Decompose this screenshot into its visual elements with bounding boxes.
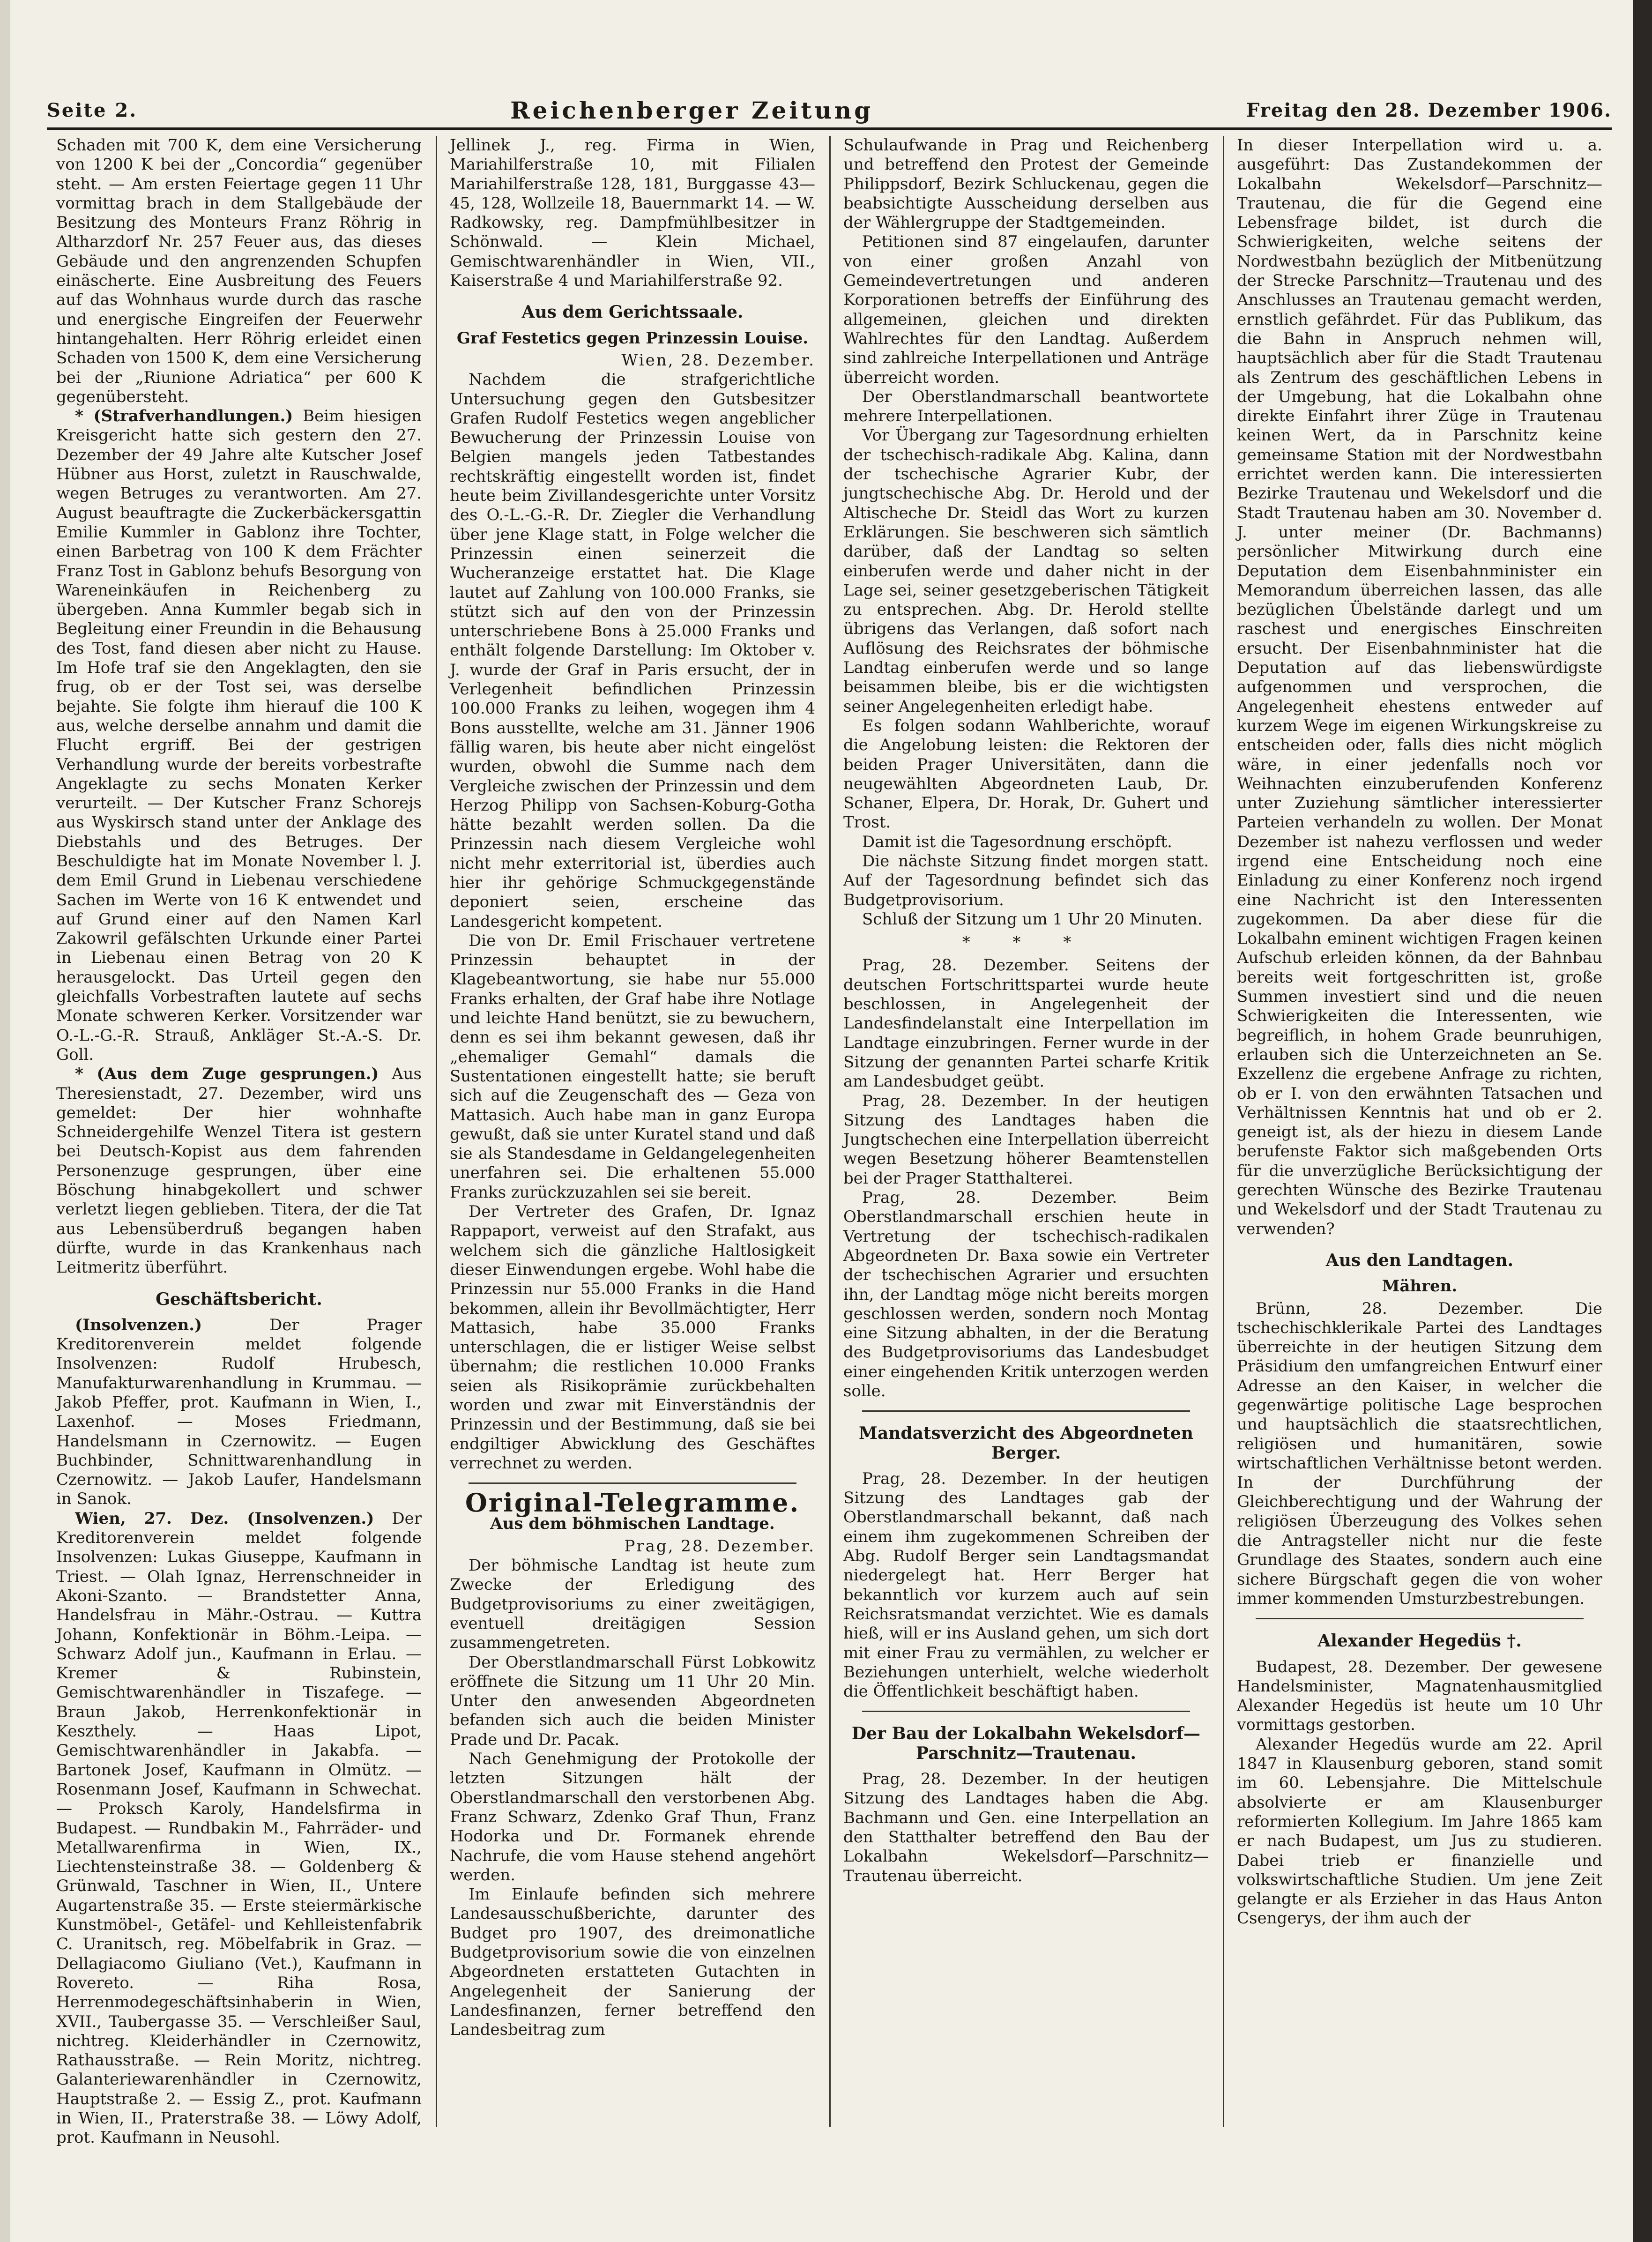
article-text: Es folgen sodann Wahlberichte, worauf die Angelobung leisten: die Rektoren der beiden Prager Universitäten, dann die neugewählten Abgeordneten Laub, Dr. Schaner, Elpera, Dr. Horak, Dr. Guhert und Trost. bbox=[843, 716, 1209, 832]
article-text: Prag, 28. Dezember. Seitens der deutschen Fortschrittspartei wurde heute beschlossen, in Angelegenheit der Landesfindelanstalt eine Interpellation im Landtage einzubringen. Ferner wurde in der Sitzung der genannten Partei scharfe Kritik am Landesbudget geübt. bbox=[843, 956, 1209, 1091]
section-heading: Aus dem Gerichtssaale. bbox=[521, 302, 744, 322]
article-text: Petitionen sind 87 eingelaufen, darunter von einer großen Anzahl von Gemeindevertretungen und anderen Korporationen betreffs der Einführung des allgemeinen, gleichen und direkten Wahlrechtes für den Landtag. Außerdem sind zahlreiche Interpellationen und Anträge überreicht worden. bbox=[843, 232, 1209, 387]
divider bbox=[862, 1410, 1190, 1412]
article-text: Der Oberstlandmarschall beantwortete mehrere Interpellationen. bbox=[843, 387, 1209, 426]
article-text: Im Einlaufe befinden sich mehrere Landesausschußberichte, darunter des Budget pro 1907, des dreimonatliche Budgetprovisorium sowie die von einzelnen Abgeordneten erstatteten Gutachten in Angelegenheit der Sanierung der Landesfinanzen, ferner betreffend den Landesbeitrag zum bbox=[450, 1885, 815, 2040]
divider bbox=[1256, 1618, 1584, 1619]
section-heading: Geschäftsbericht. bbox=[156, 1289, 322, 1309]
masthead-rule bbox=[47, 127, 1612, 130]
article-text: Damit ist die Tagesordnung erschöpft. bbox=[862, 832, 1172, 851]
article-zug: * (Aus dem Zuge gesprungen.) Aus Theresienstadt, 27. Dezember, wird uns gemeldet: Der hier wohnhafte Schneidergehilfe Wenzel Titera ist gestern bei Deutsch-Kopist aus dem fahrenden Personenzuge gesprungen, über eine Böschung hinabgekollert und schwer verletzt liegen geblieben. Titera, der die Tat aus Lebensüberdruß begangen haben dürfte, wurde in das Krankenhaus nach Leitmeritz überführt. bbox=[56, 1065, 422, 1277]
article-text: Schaden mit 700 K, dem eine Versicherung von 1200 K bei der „Concordia“ gegenüber steht. — Am ersten Feiertage gegen 11 Uhr vormittag brach in dem Stallgebäude der Besitzung des Monteurs Franz Röhrig in Altharzdorf Nr. 257 Feuer aus, das dieses Gebäude und den angrenzenden Schupfen einäscherte. Eine Ausbreitung des Feuers auf das Wohnhaus wurde durch das rasche und energische Eingreifen der Feuerwehr hintangehalten. Herr Röhrig erleidet einen Schaden von 1500 K, dem eine Versicherung bei der „Riunione Adriatica“ per 600 K gegenübersteht. bbox=[56, 136, 422, 406]
separator-stars: * * * bbox=[962, 933, 1090, 952]
divider bbox=[469, 1482, 796, 1484]
article-text: Schulaufwande in Prag und Reichenberg und betreffend den Protest der Gemeinde Philippsdorf, Bezirk Schluckenau, gegen die beabsichtigte Ausscheidung derselben aus der Wählergruppe der Stadtgemeinden. bbox=[843, 136, 1209, 232]
page-number: Seite 2. bbox=[47, 99, 138, 121]
article-strafverhandlungen: * (Strafverhandlungen.) Beim hiesigen Kreisgericht hatte sich gestern den 27. Dezember der 49 Jahre alte Kutscher Josef Hübner aus Horst, zuletzt in Rauschwalde, wegen Betruges zu verantworten. Am 27. August beauftragte die Zuckerbäckersgattin Emilie Kummler in Gablonz ihre Tochter, einen Barbetrag von 100 K dem Frächter Franz Tost in Gablonz behufs Besorgung von Wareneinkäufen in Reichenberg zu übergeben. Anna Kummler begab sich in Begleitung einer Freundin in die Behausung des Tost, fand diesen aber nicht zu Hause. Im Hofe traf sie den Angeklagten, den sie frug, ob er der Tost sei, was derselbe bejahte. Sie folgte ihm hierauf die 100 K aus, welche derselbe annahm und damit die Flucht ergriff. Bei der gestrigen Verhandlung wurde der bereits vorbestrafte Angeklagte zu sechs Monaten Kerker verurteilt. — Der Kutscher Franz Schorejs aus Wyskirsch stand unter der Anklage des Diebstahls und des Betruges. Der Beschuldigte hat im Monate November l. J. dem Emil Grund in Liebenau verschiedene Sachen im Werte von 16 K entwendet und auf Grund einer auf den Namen Karl Zakowril gefälschten Urkunde einer Partei in Liebenau einen Betrag von 20 K herausgelockt. Das Urteil gegen den gleichfalls Vorbestraften lautete auf sechs Monate schweren Kerker. Vorsitzender war O.-L.-G.-R. Strauß, Ankläger St.-A.-S. Dr. Goll. bbox=[56, 407, 422, 1064]
article-text: Prag, 28. Dezember. In der heutigen Sitzung des Landtages haben die Abg. Bachmann und Gen. eine Interpellation an den Statthalter betreffend den Bau der Lokalbahn Wekelsdorf—Parschnitz—Trautenau überreicht. bbox=[843, 1770, 1209, 1885]
section-heading-telegramme: Original-Telegramme. bbox=[465, 1488, 800, 1518]
section-heading: Aus den Landtagen. bbox=[1325, 1250, 1514, 1270]
column-4 bbox=[1237, 136, 1602, 1929]
article-text: Vor Übergang zur Tagesordnung erhielten der tschechisch-radikale Abg. Kalina, dann der tschechische Agrarier Kubr, der jungtschechische Abg. Dr. Herold und der Altischeche Dr. Steidl das Wort zu kurzen Erklärungen. Sie beschweren sich sämtlich darüber, daß der Landtag so selten einberufen werde und daher nicht in der Lage sei, seiner gesetzgeberischen Tätigkeit zu entsprechen. Abg. Dr. Herold stellte übrigens das Verlangen, daß sofort nach Auflösung des Reichsrates der böhmische Landtag einberufen werde und so lange beisammen bleibe, bis er die wichtigsten seiner Angelegenheiten erledigt habe. bbox=[843, 426, 1209, 716]
column-2 bbox=[450, 136, 815, 2040]
article-text: Prag, 28. Dezember. In der heutigen Sitzung des Landtages gab der Oberstlandmarschall bekannt, daß nach einem ihm zugekommenen Schreiben der Abg. Rudolf Berger sein Landtagsmandat niedergelegt hat. Herr Berger hat bekanntlich vor kurzem auch auf sein Reichsratsmandat verzichtet. Wie es damals hieß, will er ins Ausland gehen, um sich dort mit einer Frau zu vermählen, zu welcher er Beziehungen unterhielt, welche wiederholt die Öffentlichkeit beschäftigt haben. bbox=[843, 1469, 1209, 1701]
dateline: Wien, 28. Dezember. bbox=[621, 350, 815, 370]
article-text: Brünn, 28. Dezember. Die tschechischklerikale Partei des Landtages überreichte in der heutigen Sitzung dem Präsidium den umfangreichen Entwurf einer Adresse an den Kaiser, in welcher die gegenwärtige politische Lage besprochen und hauptsächlich die staatsrechtlichen, religiösen und humanitären, sowie wirtschaftlichen Verhältnisse betont werden. In der Durchführung der Gleichberechtigung und der Wahrung der religiösen Überzeugung des Volkes sehen die Antragsteller nicht nur die feste Grundlage des Staates, sondern auch eine sichere Bürgschaft gegen die von woher immer kommenden Umsturzbestrebungen. bbox=[1237, 1299, 1602, 1608]
article-text: Alexander Hegedüs wurde am 22. April 1847 in Klausenburg geboren, stand somit im 60. Lebensjahre. Die Mittelschule absolvierte er am Klausenburger reformierten Kollegium. Im Jahre 1865 kam er nach Budapest, um Jus zu studieren. Dabei trieb er finanzielle und volkswirtschaftliche Studien. Um jene Zeit gelangte er als Erzieher in das Haus Anton Csengerys, der ihm auch der bbox=[1237, 1735, 1602, 1928]
article-insolvenzen-wien: Wien, 27. Dez. (Insolvenzen.) Der Kreditorenverein meldet folgende Insolvenzen: Lukas Giuseppe, Kaufmann in Triest. — Olah Ignaz, Herrenschneider in Akoni-Szanto. — Brandstetter Anna, Handelsfrau in Mähr.-Ostrau. — Kuttra Johann, Konfektionär in Böhm.-Leipa. — Schwarz Adolf jun., Kaufmann in Erlau. — Kremer & Rubinstein, Gemischtwarenhändler in Tiszafege. — Braun Jakob, Herrenkonfektionär in Keszthely. — Haas Lipot, Gemischtwarenhändler in Jakabfa. — Bartonek Josef, Kaufmann in Olmütz. — Rosenmann Josef, Kaufmann in Schwechat. — Proksch Karoly, Handelsfirma in Budapest. — Rundbakin M., Fahrräder- und Metallwarenfirma in Wien, IX., Liechtensteinstraße 38. — Goldenberg & Grünwald, Taschner in Wien, II., Untere Augartenstraße 35. — Erste steiermärkische Kunstmöbel-, Getäfel- und Kehlleistenfabrik C. Uranitsch, reg. Möbelfabrik in Graz. — Dellagiacomo Giuliano (Vet.), Kaufmann in Rovereto. — Riha Rosa, Herrenmodegeschäftsinhaberin in Wien, XVII., Taubergasse 35. — Verschleißer Saul, nichtreg. Kleiderhändler in Czernowitz, Rathausstraße. — Rein Moritz, nichtreg. Galanteriewarenhändler in Czernowitz, Hauptstraße 2. — Essig Z., prot. Kaufmann in Wien, II., Praterstraße 38. — Löwy Adolf, prot. Kaufmann in Neusohl. bbox=[56, 1509, 422, 2147]
divider bbox=[862, 1711, 1190, 1712]
column-divider bbox=[829, 136, 831, 2127]
article-text: Schluß der Sitzung um 1 Uhr 20 Minuten. bbox=[862, 909, 1203, 929]
article-insolvenzen: (Insolvenzen.) Der Prager Kreditorenverein meldet folgende Insolvenzen: Rudolf Hrubesch, Manufakturwarenhandlung in Krummau. — Jakob Pfeffer, prot. Kaufmann in Wien, I., Laxenhof. — Moses Friedmann, Handelsmann in Czernowitz. — Eugen Buchbinder, Schnittwarenhandlung in Czernowitz. — Jakob Laufer, Handelsmann in Sanok. bbox=[56, 1315, 422, 1509]
article-subheading: Mähren. bbox=[1382, 1277, 1458, 1296]
masthead bbox=[47, 96, 1612, 124]
dateline: Prag, 28. Dezember. bbox=[624, 1536, 815, 1556]
newspaper-title: Reichenberger Zeitung bbox=[510, 96, 874, 124]
article-text: In dieser Interpellation wird u. a. ausgeführt: Das Zustandekommen der Lokalbahn Wekelsdorf—Parschnitz—Trautenau, die für die Gegend eine Lebensfrage bildet, ist durch die Schwierigkeiten, welche seitens der Nordwestbahn bezüglich der Mitbenützung der Strecke Parschnitz—Trautenau und des Anschlusses an Trautenau gemacht werden, ernstlich gefährdet. Für das Publikum, das die Bahn in Anspruch nehmen will, hauptsächlich aber für die Stadt Trautenau als Zentrum des geschäftlichen Lebens in der Umgebung, hat die Lokalbahn ohne direkte Einfahrt ihrer Züge in Trautenau keinen Wert, da in Parschnitz keine gemeinsame Station mit der Nordwestbahn errichtet werden kann. Die interessierten Bezirke Trautenau und Wekelsdorf und die Stadt Trautenau haben am 30. November d. J. unter meiner (Dr. Bachmanns) persönlicher Mitwirkung durch eine Deputation dem Eisenbahnminister ein Memorandum überreichen lassen, das alle bezüglichen Übelstände darlegt und um raschest und energisches Einschreiten ersucht. Der Eisenbahnminister hat die Deputation auf das liebenswürdigste aufgenommen und versprochen, die Angelegenheit ehestens entweder auf kurzem Wege im eigenen Wirkungskreise zu entscheiden oder, falls dies nicht möglich wäre, in einer jedenfalls noch vor Weihnachten einzuberufenden Konferenz unter Zuziehung sämtlicher interessierter Parteien verhandeln zu wollen. Der Monat Dezember ist nahezu verflossen und weder irgend eine Entscheidung noch eine Einladung zu einer Konferenz noch irgend eine Nachricht ist den Interessenten zugekommen. Da aber diese für die Lokalbahn eminent wichtigen Fragen keinen Aufschub erleiden können, da der Bahnbau bereits weit fortgeschritten ist, große Summen investiert sind und die neuen Schwierigkeiten die Interessenten, wie begreiflich, in hohem Grade beunruhigen, erlauben sich die Unterzeichneten an Se. Exzellenz die ergebene Anfrage zu richten, ob er I. von den erwähnten Tatsachen und Verhältnissen Kenntnis hat und ob er 2. geneigt ist, als der hiezu in diesem Lande berufenste Faktor sich maßgebenden Orts für die unverzügliche Berücksichtigung der gerechten Wünsche des Bezirke Trautenau und Wekelsdorf und der Stadt Trautenau zu verwenden? bbox=[1237, 136, 1602, 1238]
column-divider bbox=[436, 136, 437, 2127]
article-text: Der Oberstlandmarschall Fürst Lobkowitz eröffnete die Sitzung um 11 Uhr 20 Min. Unter den anwesenden Abgeordneten befanden sich auch die beiden Minister Prade und Dr. Pacak. bbox=[450, 1653, 815, 1749]
article-text: Der böhmische Landtag ist heute zum Zwecke der Erledigung des Budgetprovisoriums zu einer zweitägigen, eventuell dreitägigen Session zusammengetreten. bbox=[450, 1556, 815, 1653]
article-text: Die von Dr. Emil Frischauer vertretene Prinzessin behauptet in der Klagebeantwortung, sie habe nur 55.000 Franks erhalten, der Graf habe ihre Notlage und leichte Hand benützt, sie zu bewuchern, denn es sei ihm bekannt gewesen, daß ihr „ehemaliger Gemahl“ damals die Sustentationen eingestellt hatte; sie beruft sich auf die Zeugenschaft des — Geza von Mattasich. Auch habe man in ganz Europa gewußt, daß sie unter Kuratel stand und daß sie als Standesdame in Geldangelegenheiten unerfahren sei. Die erhaltenen 55.000 Franks zurückzuzahlen sei sie bereit. bbox=[450, 931, 815, 1202]
article-text: Der Vertreter des Grafen, Dr. Ignaz Rappaport, verweist auf den Strafakt, aus welchem sich die gänzliche Haltlosigkeit dieser Einwendungen ergebe. Wohl habe die Prinzessin nur 55.000 Franks in die Hand bekommen, allein ihr Bevollmächtigter, Herr Mattasich, habe 35.000 Franks unterschlagen, die er listiger Weise selbst übernahm; die restlichen 10.000 Franks seien als Risikoprämie zurückbehalten worden und zwar mit Einverständnis der Prinzessin und der Bestimmung, daß sie bei endgiltiger Abwicklung des Geschäftes verrechnet zu werden. bbox=[450, 1202, 815, 1473]
article-text: Nach Genehmigung der Protokolle der letzten Sitzungen hält der Oberstlandmarschall den verstorbenen Abg. Franz Schwarz, Zdenko Graf Thun, Franz Hodorka und Dr. Formanek ehrende Nachrufe, die vom Hause stehend angehört werden. bbox=[450, 1750, 815, 1884]
issue-date: Freitag den 28. Dezember 1906. bbox=[1246, 99, 1612, 121]
article-text: Nachdem die strafgerichtliche Untersuchung gegen den Gutsbesitzer Grafen Rudolf Festetics wegen angeblicher Bewucherung der Prinzessin Louise von Belgien mangels jeden Tatbestandes rechtskräftig eingestellt worden ist, findet heute beim Zivillandesgerichte unter Vorsitz des O.-L.-G.-R. Dr. Ziegler die Verhandlung über jene Klage statt, in Folge welcher die Prinzessin einen seinerzeit die Wucheranzeige erstattet hat. Die Klage lautet auf Zahlung von 100.000 Franks, sie stützt sich auf den von der Prinzessin unterschriebene Bons à 25.000 Franks und enthält folgende Darstellung: Im Oktober v. J. wurde der Graf in Paris ersucht, der in Verlegenheit befindlichen Prinzessin 100.000 Franks zu leihen, wogegen ihm 4 Bons ausstellte, welche am 31. Jänner 1906 fällig waren, bis heute aber nicht eingelöst wurden, obwohl die Summe nach dem Vergleiche zwischen der Prinzessin und dem Herzog Philipp von Sachsen-Koburg-Gotha hätte bezahlt werden sollen. Da die Prinzessin nach diesem Vergleiche wohl nicht mehr exterritorial ist, überdies auch hier ihr gehörige Schmuckgegenstände deponiert seien, erscheine das Landesgericht kompetent. bbox=[450, 370, 815, 931]
article-text: Prag, 28. Dezember. In der heutigen Sitzung des Landtages haben die Jungtschechen eine Interpellation überreicht wegen Besetzung höherer Beamtenstellen bei der Prager Statthalterei. bbox=[843, 1091, 1209, 1188]
column-1 bbox=[56, 136, 422, 2148]
section-heading: Alexander Hegedüs †. bbox=[1317, 1631, 1522, 1651]
article-text: Die nächste Sitzung findet morgen statt. Auf der Tagesordnung befindet sich das Budgetprovisorium. bbox=[843, 851, 1209, 909]
article-text: Jellinek J., reg. Firma in Wien, Mariahilferstraße 10, mit Filialen Mariahilferstraße 128, 181, Burggasse 43—45, 128, Wollzeile 18, Bauernmarkt 14. — W. Radkowsky, reg. Dampfmühlbesitzer in Schönwald. — Klein Michael, Gemischtwarenhändler in Wien, VII., Kaiserstraße 4 und Mariahilferstraße 92. bbox=[450, 136, 815, 290]
article-subheading: Graf Festetics gegen Prinzessin Louise. bbox=[456, 328, 809, 348]
article-text: Prag, 28. Dezember. Beim Oberstlandmarschall erschien heute in Vertretung der tschechisch-radikalen Abgeordneten Dr. Baxa sowie ein Vertreter der tschechischen Agrarier und ersuchten ihn, der Landtag möge nicht bereits morgen geschlossen werden, sondern noch Montag eine Sitzung abhalten, in der die Beratung des Budgetprovisoriums das Landesbudget einer eingehenden Kritik unterzogen werden solle. bbox=[843, 1188, 1209, 1400]
section-heading: Mandatsverzicht des Abgeordneten Berger. bbox=[859, 1423, 1193, 1463]
column-divider bbox=[1223, 136, 1224, 2127]
column-3 bbox=[843, 136, 1209, 1886]
section-heading: Der Bau der Lokalbahn Wekelsdorf—Parschnitz—Trautenau. bbox=[851, 1724, 1201, 1763]
article-subheading: Aus dem böhmischen Landtage. bbox=[490, 1514, 775, 1534]
article-text: Budapest, 28. Dezember. Der gewesene Handelsminister, Magnatenhausmitglied Alexander Hegedüs ist heute um 10 Uhr vormittags gestorben. bbox=[1237, 1657, 1602, 1735]
